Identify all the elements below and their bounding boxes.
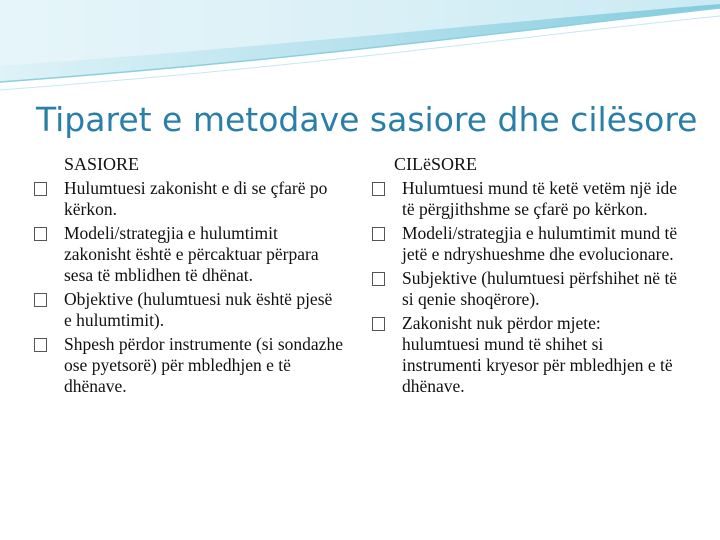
bullet-box-icon [372, 317, 385, 331]
list-item-text: Hulumtuesi mund të ketë vetëm një ide të përgjithshme se çfarë po kërkon. [402, 178, 678, 219]
list-item [34, 334, 344, 397]
bullet-box-icon [34, 338, 47, 352]
bullet-box-icon [372, 272, 385, 286]
list-item-text: Modeli/strategjia e hulumtimit zakonisht është e përcaktuar përpara sesa të mblidhen të dhënat. [64, 223, 319, 285]
right-bullet-list [372, 178, 682, 397]
right-column [372, 154, 682, 400]
bullet-box-icon [372, 227, 385, 241]
decorative-header-band [0, 0, 720, 95]
right-column-heading: CILëSORE [394, 154, 477, 174]
list-item [34, 289, 344, 331]
list-item [372, 223, 682, 265]
list-item [34, 223, 344, 286]
list-item-text: Subjektive (hulumtuesi përfshihet në të si qenie shoqërore). [402, 268, 678, 309]
left-column-heading: SASIORE [64, 154, 140, 174]
list-item [372, 178, 682, 220]
list-item [34, 178, 344, 220]
list-item-text: Modeli/strategjia e hulumtimit mund të jetë e ndryshueshme dhe evolucionare. [402, 223, 678, 264]
left-column [34, 154, 344, 400]
list-item-text: Objektive (hulumtuesi nuk është pjesë e hulumtimit). [64, 289, 333, 330]
left-bullet-list [34, 178, 344, 397]
bullet-box-icon [34, 293, 47, 307]
bullet-box-icon [372, 182, 385, 196]
list-item-text: Zakonisht nuk përdor mjete: hulumtuesi mund të shihet si instrumenti kryesor për mbledhjen e të dhënave. [402, 313, 673, 396]
list-item [372, 268, 682, 310]
list-item-text: Hulumtuesi zakonisht e di se çfarë po kërkon. [64, 178, 328, 219]
list-item [372, 313, 682, 397]
slide-title: Tiparet e metodave sasiore dhe cilësore [36, 100, 698, 139]
bullet-box-icon [34, 182, 47, 196]
list-item-text: Shpesh përdor instrumente (si sondazhe ose pyetsorë) për mbledhjen e të dhënave. [64, 334, 343, 396]
bullet-box-icon [34, 227, 47, 241]
